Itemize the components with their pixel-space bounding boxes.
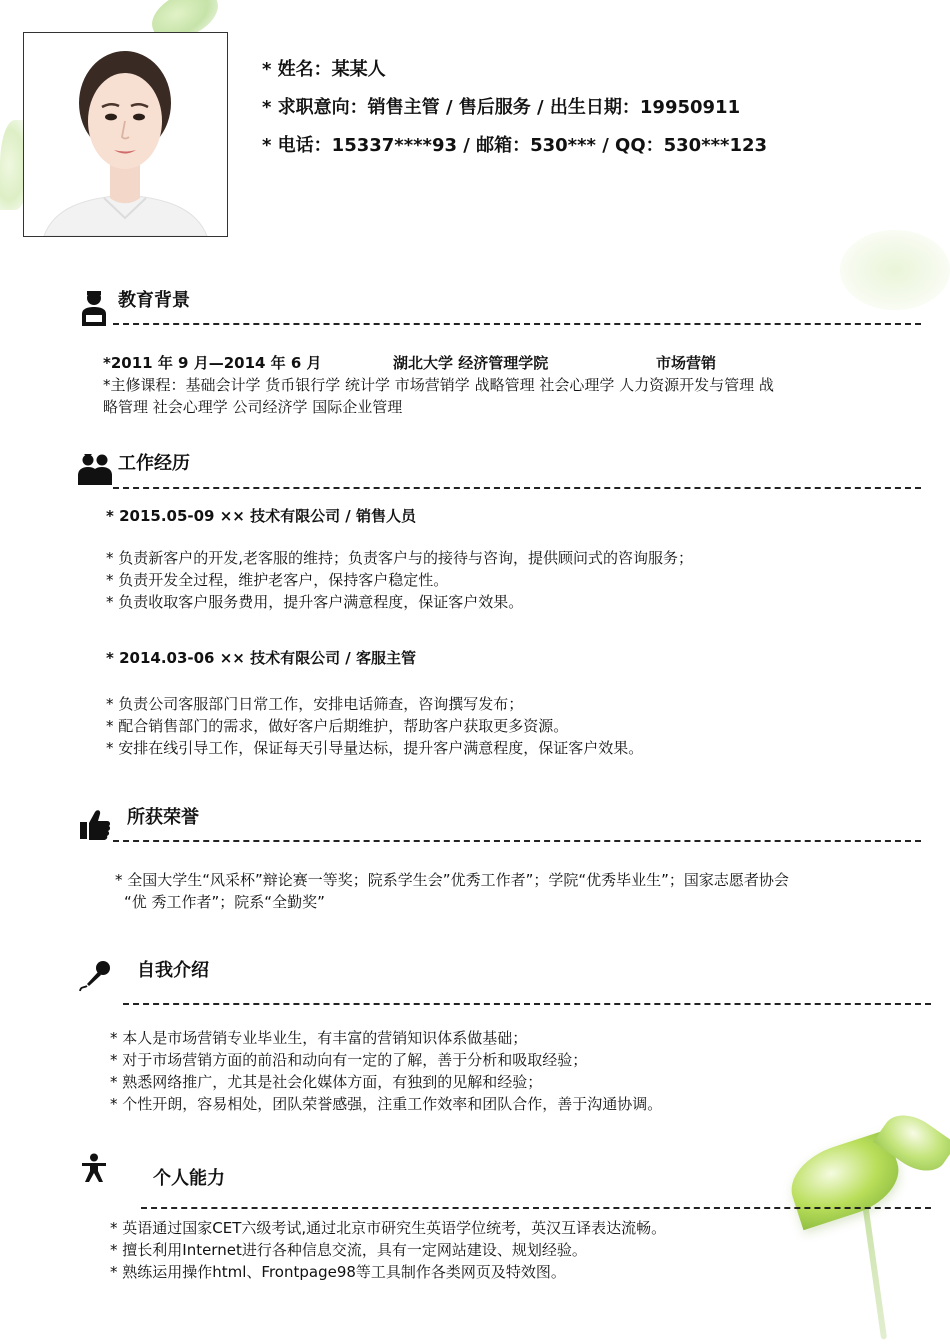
divider: [113, 840, 921, 842]
job-duty: * 负责收取客户服务费用，提升客户满意程度，保证客户效果。: [106, 593, 524, 611]
skills-line: * 英语通过国家CET六级考试,通过北京市研究生英语学位统考，英汉互译表达流畅。: [110, 1219, 667, 1237]
portrait-illustration: [24, 33, 227, 236]
intro-line: * 个性开朗，容易相处，团队荣誉感强，注重工作效率和团队合作，善于沟通协调。: [110, 1095, 663, 1113]
job-duty: * 负责新客户的开发,老客服的维持；负责客户与的接待与咨询，提供顾问式的咨询服务；: [106, 549, 694, 567]
intro-line: * 对于市场营销方面的前沿和动向有一定的了解，善于分析和吸取经验；: [110, 1051, 588, 1069]
education-courses-line2: 略管理 社会心理学 公司经济学 国际企业管理: [103, 398, 403, 416]
person-icon: [81, 1153, 107, 1183]
contact-line: * 电话：15337****93 / 邮箱：530*** / QQ：530***123: [262, 135, 768, 156]
divider: [123, 1003, 931, 1005]
skills-line: * 擅长利用Internet进行各种信息交流，具有一定网站建设、规划经验。: [110, 1241, 587, 1259]
profile-photo: [23, 32, 228, 237]
intent-line: * 求职意向：销售主管 / 售后服务 / 出生日期：19950911: [262, 97, 741, 118]
intro-line: * 本人是市场营销专业毕业生，有丰富的营销知识体系做基础；: [110, 1029, 528, 1047]
job-duty: * 安排在线引导工作，保证每天引导量达标，提升客户满意程度，保证客户效果。: [106, 739, 644, 757]
job-duty: * 配合销售部门的需求，做好客户后期维护，帮助客户获取更多资源。: [106, 717, 569, 735]
divider: [113, 323, 921, 325]
education-major: 市场营销: [656, 354, 717, 372]
people-icon: [78, 453, 112, 485]
student-icon: [80, 290, 108, 326]
education-school: 湖北大学 经济管理学院: [393, 354, 549, 372]
section-title-honors: 所获荣誉: [127, 807, 199, 828]
intro-line: * 熟悉网络推广，尤其是社会化媒体方面，有独到的见解和经验；: [110, 1073, 543, 1091]
thumbs-up-icon: [80, 809, 110, 841]
microphone-icon: [79, 960, 111, 992]
section-title-skills: 个人能力: [153, 1168, 225, 1189]
divider: [141, 1207, 931, 1209]
section-title-education: 教育背景: [118, 290, 190, 311]
leaf-decoration: [840, 230, 950, 310]
skills-line: * 熟练运用操作html、Frontpage98等工具制作各类网页及特效图。: [110, 1263, 566, 1281]
honors-line2: “优 秀工作者”；院系“全勤奖”: [124, 893, 325, 911]
section-title-intro: 自我介绍: [137, 960, 209, 981]
job-duty: * 负责开发全过程，维护老客户，保持客户稳定性。: [106, 571, 449, 589]
name-line: * 姓名：某某人: [262, 59, 386, 80]
honors-line1: * 全国大学生“风采杯”辩论赛一等奖；院系学生会”优秀工作者”；学院“优秀毕业生”；国家志愿者协会: [115, 871, 789, 889]
education-period: *2011 年 9 月—2014 年 6 月: [103, 354, 322, 372]
job-heading: * 2014.03-06 ×× 技术有限公司 / 客服主管: [106, 649, 416, 667]
job-heading: * 2015.05-09 ×× 技术有限公司 / 销售人员: [106, 507, 416, 525]
job-duty: * 负责公司客服部门日常工作，安排电话筛查，咨询撰写发布；: [106, 695, 524, 713]
divider: [113, 487, 921, 489]
section-title-work: 工作经历: [118, 453, 190, 474]
education-courses-line1: *主修课程：基础会计学 货币银行学 统计学 市场营销学 战略管理 社会心理学 人力资源开发与管理 战: [103, 376, 774, 394]
